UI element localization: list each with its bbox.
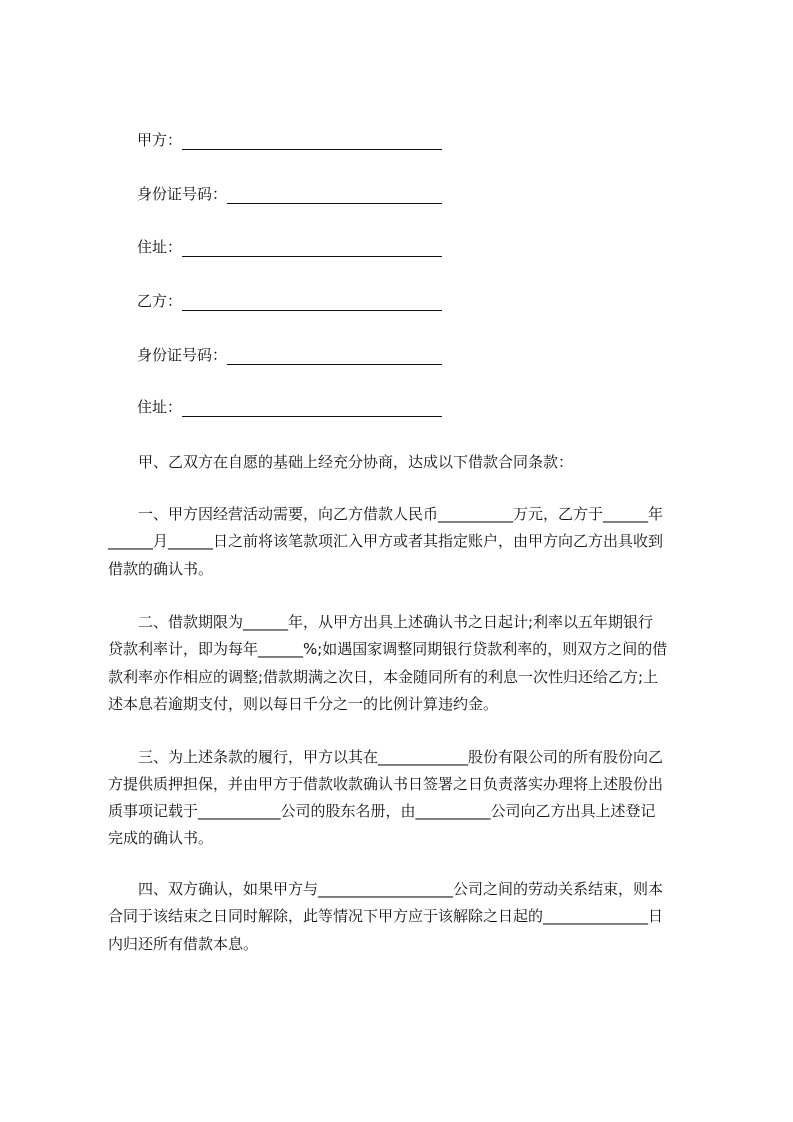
party-b-address-field (137, 397, 442, 417)
clause-line: 质事项记载于___________公司的股东名册，由__________公司向乙方出具上述登记 (108, 802, 656, 820)
clause-line: 款利率亦作相应的调整;借款期满之次日，本金随同所有的利息一次性归还给乙方;上 (108, 668, 659, 686)
intro-text: 甲、乙双方在自愿的基础上经充分协商，达成以下借款合同条款： (138, 453, 574, 471)
party-b-address-blank[interactable] (182, 402, 442, 417)
field-label: 乙方： (137, 292, 183, 310)
clause-line: 内归还所有借款本息。 (108, 935, 259, 953)
party-b-field (137, 291, 442, 311)
party-a-id-field (137, 184, 442, 204)
clause-line: 述本息若逾期支付，则以每日千分之一的比例计算违约金。 (108, 695, 499, 713)
clause-line: 四、双方确认，如果甲方与__________________公司之间的劳动关系结束，则本 (138, 880, 664, 898)
clause-line: 方提供质押担保，并由甲方于借款收款确认书日签署之日负责落实办理将上述股份出 (108, 775, 664, 793)
clause-line: 借款的确认书。 (108, 560, 214, 578)
field-label: 住址： (137, 398, 183, 416)
clause-line: 贷款利率计，即为每年______%;如遇国家调整同期银行贷款利率的，则双方之间的借 (108, 640, 668, 658)
clause-line: 三、为上述条款的履行，甲方以其在____________股份有限公司的所有股份向乙 (138, 748, 664, 766)
clause-line: 一、甲方因经营活动需要，向乙方借款人民币__________万元，乙方于______年 (138, 505, 664, 523)
party-a-address-blank[interactable] (182, 242, 442, 257)
clause-line: 合同于该结束之日同时解除，此等情况下甲方应于该解除之日起的______________日 (108, 907, 664, 925)
party-b-blank[interactable] (182, 296, 442, 311)
field-label: 身份证号码： (137, 185, 228, 203)
field-label: 身份证号码： (137, 346, 228, 364)
party-a-field (137, 130, 442, 150)
party-b-id-field (137, 345, 442, 365)
party-a-id-blank[interactable] (227, 189, 442, 204)
clause-line: ______月______日之前将该笔款项汇入甲方或者其指定账户，由甲方向乙方出具收到 (108, 532, 664, 550)
clause-line: 二、借款期限为______年，从甲方出具上述确认书之日起计;利率以五年期银行 (138, 613, 654, 631)
party-a-blank[interactable] (182, 135, 442, 150)
field-label: 住址： (137, 238, 183, 256)
party-b-id-blank[interactable] (227, 350, 442, 365)
clause-line: 完成的确认书。 (108, 829, 214, 847)
party-a-address-field (137, 237, 442, 257)
field-label: 甲方： (137, 131, 183, 149)
